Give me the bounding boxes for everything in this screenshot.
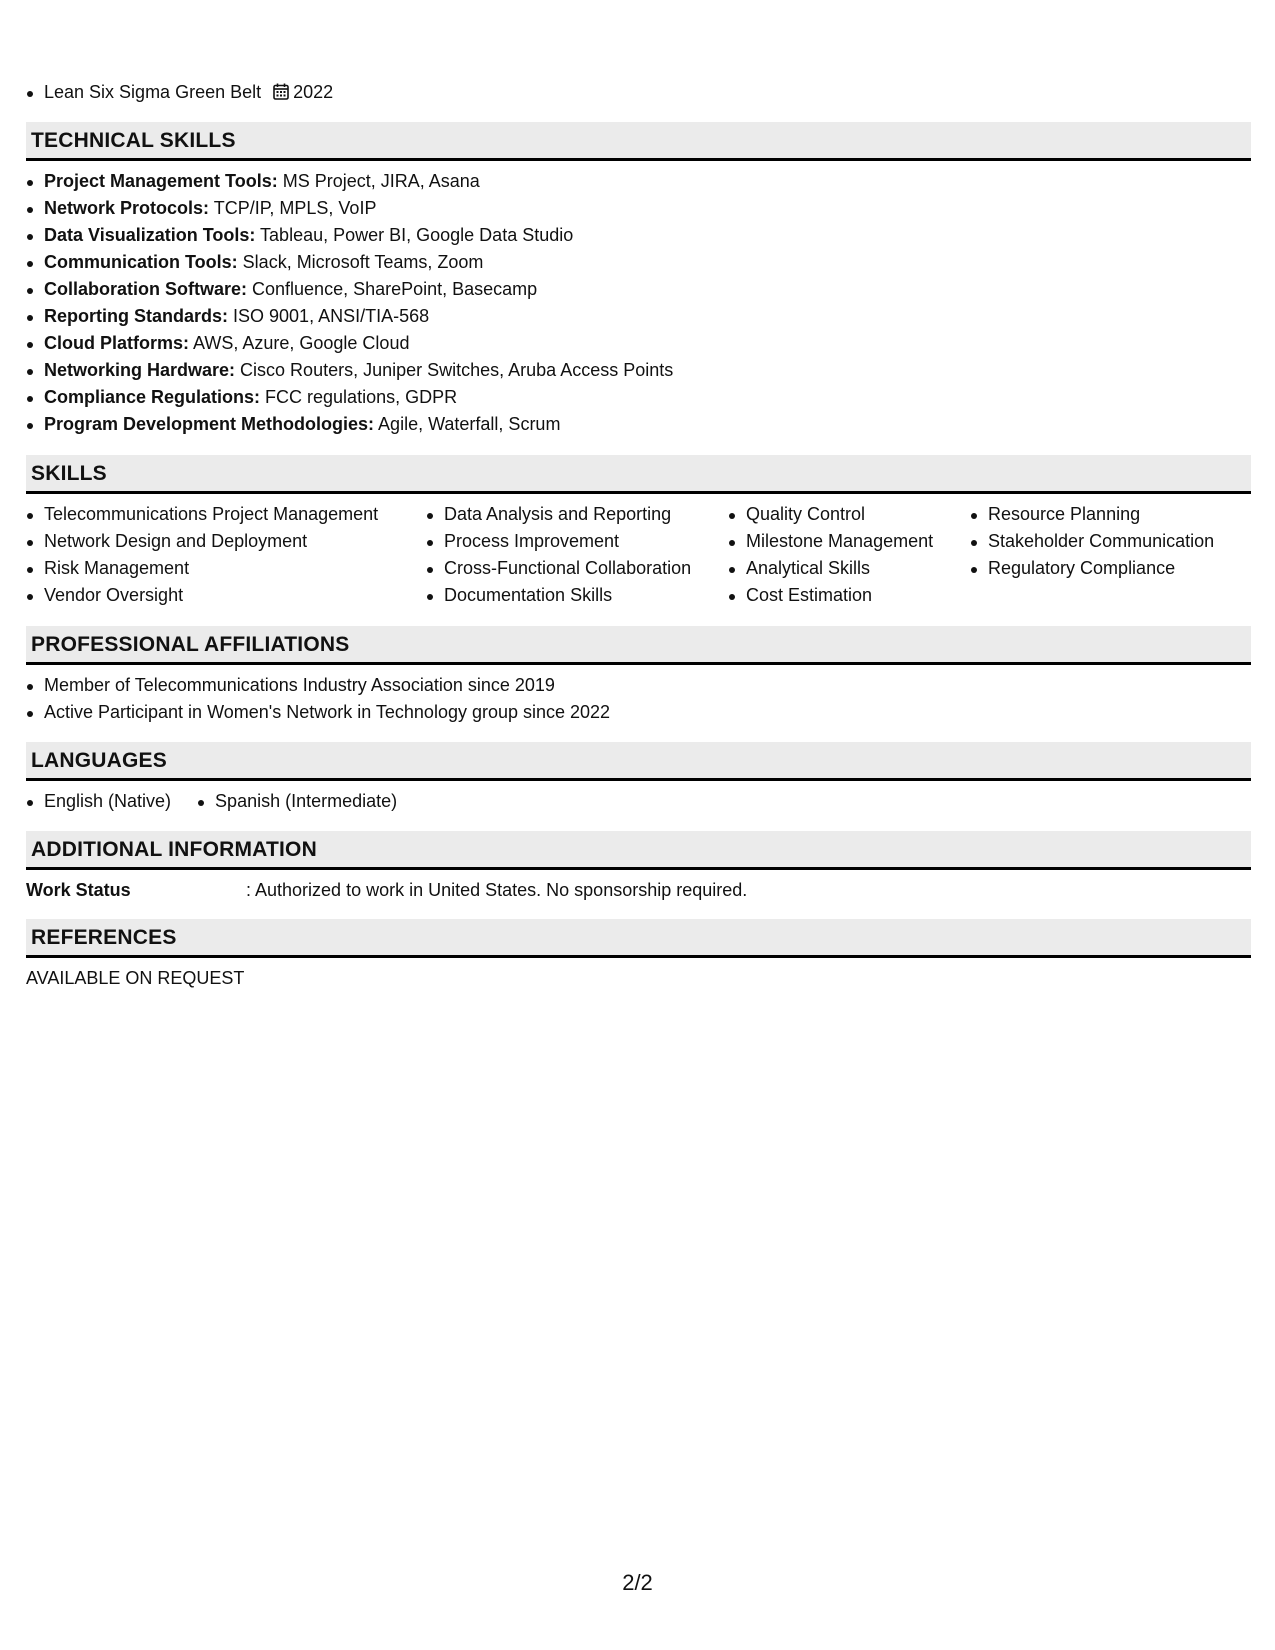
list-item: Resource Planning: [970, 501, 1240, 528]
skill-category: Collaboration Software:: [44, 279, 248, 299]
section-header-technical-skills: [26, 122, 1251, 161]
affiliations-list: [26, 672, 610, 726]
skill-values: Agile, Waterfall, Scrum: [374, 414, 561, 434]
list-item: Analytical Skills: [728, 555, 970, 582]
certification-name: Lean Six Sigma Green Belt: [44, 82, 262, 102]
section-header-references: [26, 919, 1251, 958]
skill-category: Reporting Standards:: [44, 306, 229, 326]
section-header-affiliations: [26, 626, 1251, 665]
list-item: Cross-Functional Collaboration: [426, 555, 728, 582]
list-item: Cost Estimation: [728, 582, 970, 609]
languages-list: [26, 788, 423, 815]
calendar-icon: [273, 81, 289, 108]
list-item: Spanish (Intermediate): [197, 788, 397, 815]
skill-category: Project Management Tools:: [44, 171, 278, 191]
skills-grid: [26, 501, 1240, 609]
section-header-languages: [26, 742, 1251, 781]
list-item: Regulatory Compliance: [970, 555, 1240, 582]
section-header-additional-information: [26, 831, 1251, 870]
list-item: [26, 168, 673, 195]
skills-column: [970, 501, 1240, 609]
skill-values: MS Project, JIRA, Asana: [277, 171, 480, 191]
skill-values: Slack, Microsoft Teams, Zoom: [237, 252, 484, 272]
skill-category: Networking Hardware:: [44, 360, 236, 380]
list-item: [26, 195, 673, 222]
list-item: [26, 384, 673, 411]
list-item: Quality Control: [728, 501, 970, 528]
work-status-row: [26, 877, 747, 904]
skill-category: Cloud Platforms:: [44, 333, 190, 353]
section-title: SKILLS: [31, 462, 107, 485]
list-item: Milestone Management: [728, 528, 970, 555]
list-item: Documentation Skills: [426, 582, 728, 609]
section-header-skills: [26, 455, 1251, 494]
work-status-value: : Authorized to work in United States. No sponsorship required.: [246, 880, 748, 900]
page-number: 2/2: [622, 1570, 653, 1595]
references-text: AVAILABLE ON REQUEST: [26, 968, 245, 988]
list-item: Risk Management: [26, 555, 426, 582]
skill-category: Compliance Regulations:: [44, 387, 261, 407]
list-item: English (Native): [26, 788, 171, 815]
section-title: ADDITIONAL INFORMATION: [31, 838, 317, 861]
list-item: [26, 276, 673, 303]
skill-category: Program Development Methodologies:: [44, 414, 375, 434]
list-item: Active Participant in Women's Network in Technology group since 2022: [26, 699, 610, 726]
list-item: [26, 411, 673, 438]
list-item: [26, 357, 673, 384]
section-title: REFERENCES: [31, 926, 177, 949]
list-item: Telecommunications Project Management: [26, 501, 426, 528]
section-title: TECHNICAL SKILLS: [31, 129, 236, 152]
list-item: [26, 222, 673, 249]
list-item: [26, 249, 673, 276]
list-item: [26, 303, 673, 330]
list-item: Vendor Oversight: [26, 582, 426, 609]
list-item: Member of Telecommunications Industry Association since 2019: [26, 672, 610, 699]
skills-column: [728, 501, 970, 609]
skill-category: Network Protocols:: [44, 198, 210, 218]
skill-values: Confluence, SharePoint, Basecamp: [247, 279, 538, 299]
section-title: PROFESSIONAL AFFILIATIONS: [31, 633, 350, 656]
skill-values: ISO 9001, ANSI/TIA-568: [228, 306, 430, 326]
work-status-label: Work Status: [26, 880, 131, 900]
skill-values: TCP/IP, MPLS, VoIP: [209, 198, 377, 218]
certification-list: [26, 79, 333, 108]
skill-values: AWS, Azure, Google Cloud: [189, 333, 410, 353]
skill-values: Tableau, Power BI, Google Data Studio: [255, 225, 574, 245]
list-item: Network Design and Deployment: [26, 528, 426, 555]
skill-category: Communication Tools:: [44, 252, 238, 272]
certification-year: 2022: [293, 82, 334, 102]
skills-column: [426, 501, 728, 609]
section-title: LANGUAGES: [31, 749, 167, 772]
list-item: [26, 330, 673, 357]
technical-skills-list: [26, 168, 673, 438]
list-item: Process Improvement: [426, 528, 728, 555]
skill-values: Cisco Routers, Juniper Switches, Aruba Access Points: [235, 360, 674, 380]
skill-values: FCC regulations, GDPR: [260, 387, 458, 407]
list-item: Data Analysis and Reporting: [426, 501, 728, 528]
list-item: Stakeholder Communication: [970, 528, 1240, 555]
skill-category: Data Visualization Tools:: [44, 225, 256, 245]
skills-column: [26, 501, 426, 609]
certification-item: [26, 79, 333, 108]
